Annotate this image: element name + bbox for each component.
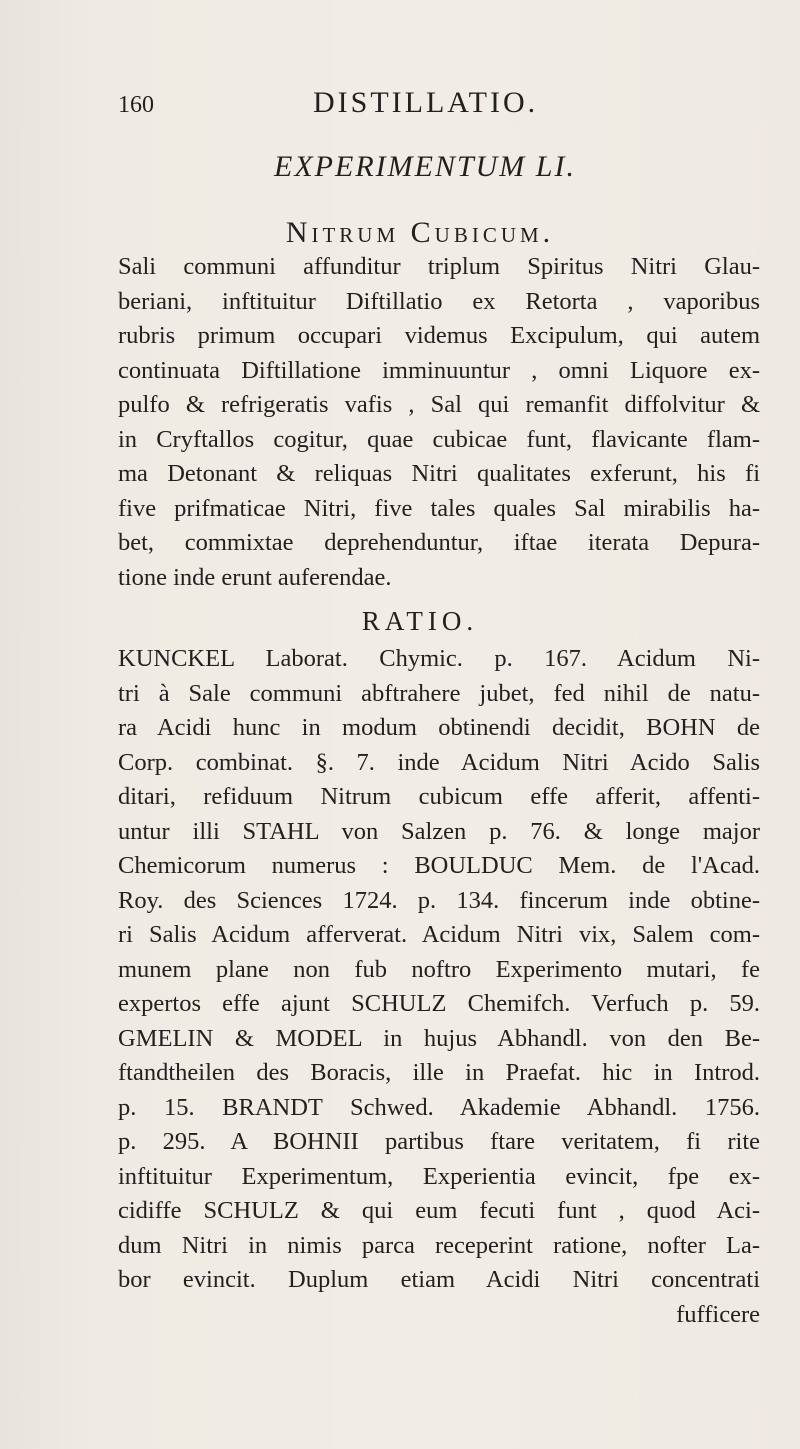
running-head: DISTILLATIO. <box>313 86 539 119</box>
text-line: p. 295. A BOHNII partibus ftare veritatem, fi rite <box>118 1128 760 1155</box>
text-line: tione inde erunt auferendae. <box>118 563 392 591</box>
experiment-subtitle: Nitrum Cubicum. <box>285 216 555 249</box>
text-line: Chemicorum numerus : BOULDUC Mem. de l'Acad. <box>118 852 760 879</box>
text-line: bet, commixtae deprehenduntur, iftae iterata Depura- <box>118 529 760 556</box>
text-line: cidiffe SCHULZ & qui eum fecuti funt , quod Aci- <box>118 1197 760 1224</box>
section-heading: RATIO. <box>361 606 479 636</box>
text-line: ri Salis Acidum afferverat. Acidum Nitri vix, Salem com- <box>118 921 760 948</box>
text-line: KUNCKEL Laborat. Chymic. p. 167. Acidum Ni- <box>118 645 760 672</box>
text-line: ftandtheilen des Boracis, ille in Praefat. hic in Introd. <box>118 1059 760 1086</box>
text-line: Roy. des Sciences 1724. p. 134. fincerum inde obtine- <box>118 886 760 914</box>
text-line: dum Nitri in nimis parca receperint ratione, nofter La- <box>118 1231 760 1259</box>
experiment-title: EXPERIMENTUM LI. <box>274 150 576 183</box>
experiment-paragraph <box>118 250 760 595</box>
text-line: tri à Sale communi abftrahere jubet, fed nihil de natu- <box>118 679 760 707</box>
text-line: munem plane non fub noftro Experimento mutari, fe <box>118 955 760 983</box>
text-line: p. 15. BRANDT Schwed. Akademie Abhandl. 1756. <box>118 1093 760 1121</box>
text-line: GMELIN & MODEL in hujus Abhandl. von den Be- <box>118 1024 760 1052</box>
text-line: ra Acidi hunc in modum obtinendi decidit, BOHN de <box>118 714 760 741</box>
text-line: rubris primum occupari videmus Excipulum, qui autem <box>118 322 760 349</box>
text-line: in Cryftallos cogitur, quae cubicae funt, flavicante flam- <box>118 425 760 453</box>
text-line: beriani, inftituitur Diftillatio ex Retorta , vaporibus <box>118 287 760 315</box>
text-line: continuata Diftillatione imminuuntur , omni Liquore ex- <box>118 356 760 384</box>
text-line: expertos effe ajunt SCHULZ Chemifch. Verfuch p. 59. <box>118 990 760 1017</box>
page-number: 160 <box>118 92 154 118</box>
text-line: inftituitur Experimentum, Experientia evincit, fpe ex- <box>118 1162 760 1190</box>
text-line: Sali communi affunditur triplum Spiritus Nitri Glau- <box>118 253 760 280</box>
text-line: untur illi STAHL von Salzen p. 76. & longe major <box>118 817 760 845</box>
catchword: fufficere <box>676 1300 760 1328</box>
text-line: pulfo & refrigeratis vafis , Sal qui remanfit diffolvitur & <box>118 391 760 418</box>
text-line: bor evincit. Duplum etiam Acidi Nitri concentrati <box>118 1266 760 1293</box>
ratio-paragraph <box>118 642 760 1332</box>
page-header <box>118 86 740 126</box>
text-line: Corp. combinat. §. 7. inde Acidum Nitri Acido Salis <box>118 748 760 776</box>
text-line: five prifmaticae Nitri, five tales quales Sal mirabilis ha- <box>118 494 760 522</box>
text-line: ditari, refiduum Nitrum cubicum effe afferit, affenti- <box>118 783 760 810</box>
text-line: ma Detonant & reliquas Nitri qualitates exferunt, his fi <box>118 460 760 487</box>
